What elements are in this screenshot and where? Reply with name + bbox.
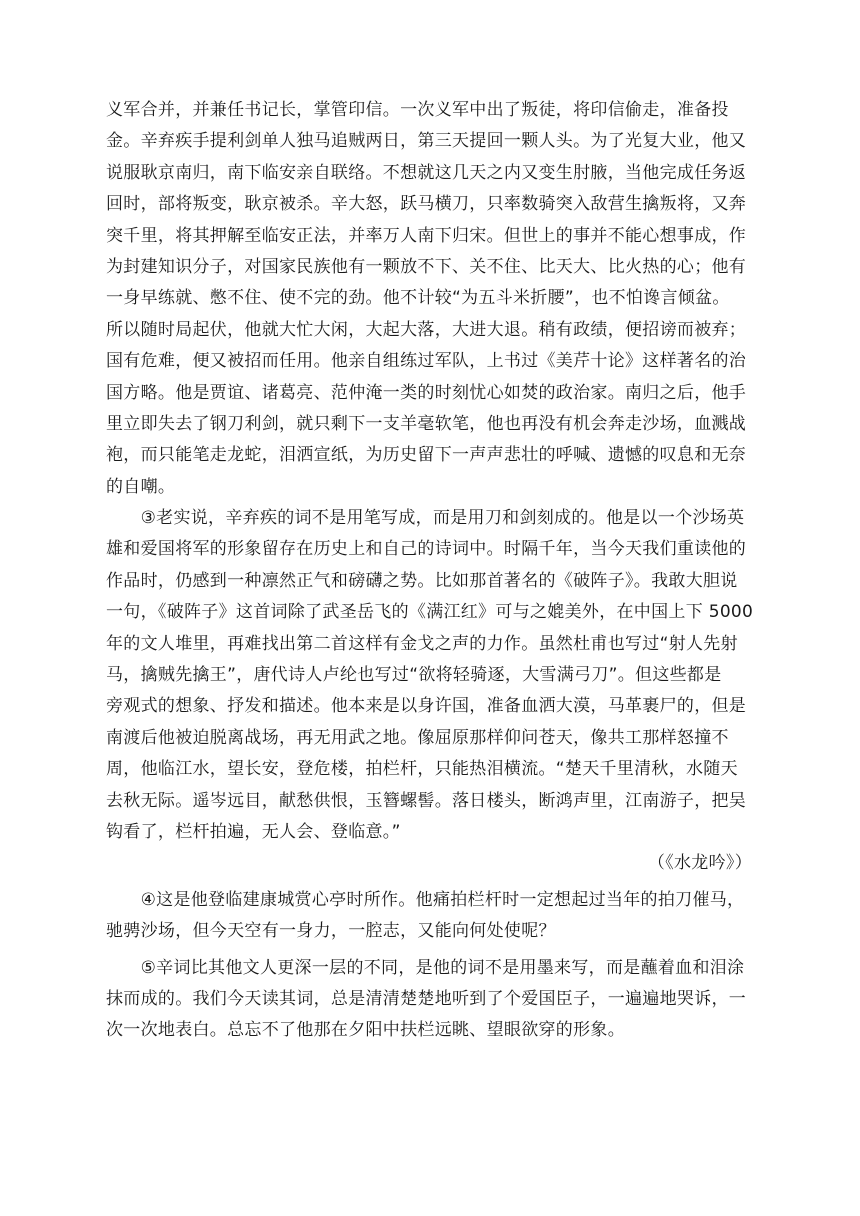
text-line: 国方略。他是贾谊、诸葛亮、范仲淹一类的时刻忧心如焚的政治家。南归之后，他手 <box>106 382 747 403</box>
text-line: 说服耿京南归，南下临安亲自联络。不想就这几天之内又变生肘腋，当他完成任务返 <box>106 162 747 183</box>
poem-citation: （《水龙吟》） <box>647 853 752 874</box>
text-line: 抹而成的。我们今天读其词，总是清清楚楚地听到了个爱国臣子，一遍遍地哭诉，一 <box>106 988 747 1009</box>
text-line: 钩看了，栏杆拍遍，无人会、登临意。” <box>106 821 401 842</box>
text-line: 国有危难，便又被招而任用。他亲自组练过军队，上书过《美芹十论》这样著名的治 <box>106 351 747 372</box>
text-line: 周，他临江水，望长安，登危楼，拍栏杆，只能热泪横流。“楚天千里清秋，水随天 <box>106 759 738 780</box>
article-body <box>106 95 758 1047</box>
text-line: 一身早练就、憋不住、使不完的劲。他不计较“为五斗米折腰”，也不怕谗言倾盆。 <box>106 288 730 309</box>
text-line: 一句，《破阵子》这首词除了武圣岳飞的《满江红》可与之媲美外，在中国上下 5000 <box>106 602 754 623</box>
text-line: 袍，而只能笔走龙蛇，泪洒宣纸，为历史留下一声声悲壮的呼喊、遗憾的叹息和无奈 <box>106 445 747 466</box>
text-line: 南渡后他被迫脱离战场，再无用武之地。像屈原那样仰问苍天，像共工那样怒撞不 <box>106 727 729 748</box>
text-line: 义军合并，并兼任书记长，掌管印信。一次义军中出了叛徒，将印信偷走，准备投 <box>106 100 729 120</box>
text-line: 驰骋沙场，但今天空有一身力，一腔志，又能向何处使呢？ <box>106 921 556 942</box>
paragraph-2-continued <box>106 95 758 503</box>
paragraph-4 <box>106 885 758 948</box>
text-line: 次一次地表白。总忘不了他那在夕阳中扶栏远眺、望眼欲穿的形象。 <box>106 1020 625 1041</box>
text-line: 的自嘲。 <box>106 476 176 497</box>
paragraph-3 <box>106 503 758 880</box>
text-line: 作品时，仍感到一种凛然正气和磅礴之势。比如那首著名的《破阵子》。我敢大胆说 <box>106 570 738 591</box>
text-line: 所以随时局起伏，他就大忙大闲，大起大落，大进大退。稍有政绩，便招谤而被弃； <box>106 319 747 340</box>
text-line: 马，擒贼先擒王”，唐代诗人卢纶也写过“欲将轻骑逐，大雪满弓刀”。但这些都是 <box>106 665 722 686</box>
paragraph-5 <box>106 953 758 1047</box>
text-line: 里立即失去了钢刀利剑，就只剩下一支羊毫软笔，他也再没有机会奔走沙场，血溅战 <box>106 413 747 434</box>
text-line: 金。辛弃疾手提利剑单人独马追贼两日，第三天提回一颗人头。为了光复大业，他又 <box>106 131 747 152</box>
text-line: ⑤辛词比其他文人更深一层的不同，是他的词不是用墨来写，而是蘸着血和泪涂 <box>106 957 745 978</box>
text-line: ③老实说，辛弃疾的词不是用笔写成，而是用刀和剑刻成的。他是以一个沙场英 <box>106 508 745 529</box>
text-line: 雄和爱国将军的形象留存在历史上和自己的诗词中。时隔千年，当今天我们重读他的 <box>106 539 747 560</box>
text-line: 年的文人堆里，再难找出第二首这样有金戈之声的力作。虽然杜甫也写过“射人先射 <box>106 633 738 654</box>
text-line: 去秋无际。遥岑远目，献愁供恨，玉簪螺髻。落日楼头，断鸿声里，江南游子，把吴 <box>106 790 747 811</box>
text-line: 旁观式的想象、抒发和描述。他本来是以身许国，准备血洒大漠，马革裹尸的，但是 <box>106 696 747 717</box>
text-line: 突千里，将其押解至临安正法，并率万人南下归宋。但世上的事并不能心想事成，作 <box>106 225 747 246</box>
text-line: ④这是他登临建康城赏心亭时所作。他痛拍栏杆时一定想起过当年的拍刀催马， <box>106 889 745 910</box>
text-line: 为封建知识分子，对国家民族他有一颗放不下、关不住、比天大、比火热的心；他有 <box>106 256 747 277</box>
text-line: 回时，部将叛变，耿京被杀。辛大怒，跃马横刀，只率数骑突入敌营生擒叛将，又奔 <box>106 194 747 215</box>
